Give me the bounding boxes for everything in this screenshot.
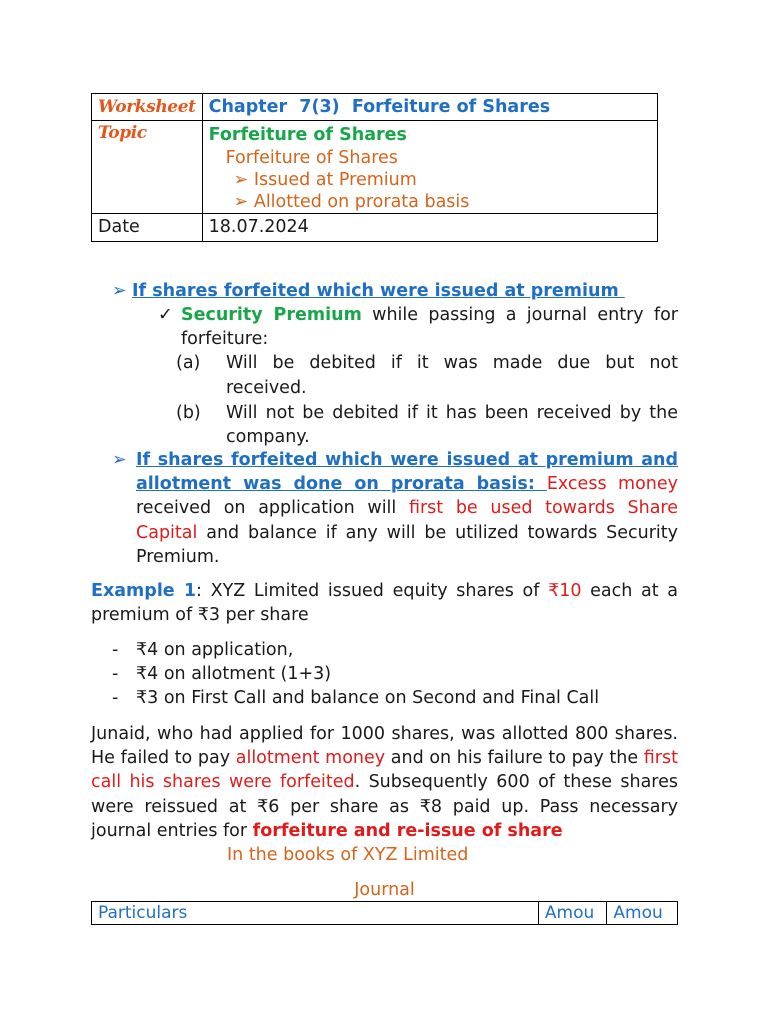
date-value: 18.07.2024	[208, 217, 309, 237]
para-text-b: and on his failure to pay the	[385, 748, 644, 769]
point1-item	[176, 351, 678, 399]
point1-item	[176, 401, 678, 449]
example-intro	[91, 579, 678, 627]
worksheet-header-table	[91, 93, 658, 242]
point2	[112, 448, 678, 569]
arrow-icon: ➢	[233, 170, 254, 190]
list-item	[112, 638, 699, 662]
example-label: Example 1	[91, 581, 197, 601]
point1-check	[158, 303, 678, 351]
item-marker: (a)	[176, 353, 201, 374]
topic-sub: Forfeiture of Shares	[225, 148, 398, 168]
item-text: Will be debited if it was made due but not received.	[226, 353, 678, 398]
topic-bullet-text: Allotted on prorata basis	[253, 192, 470, 212]
para-text-c: . Subsequently 600 of these shares were reissued at ₹6 per share as ₹8 paid up. Pass necessary journal entries for	[91, 772, 678, 841]
journal-col-amount: Amou	[538, 902, 607, 925]
example-amount: ₹10	[548, 581, 582, 601]
dash-marker: -	[112, 664, 119, 685]
point1-check-text: while passing a journal entry for forfeiture:	[181, 305, 678, 350]
arrow-icon: ➢	[233, 192, 254, 212]
para-text-a: Junaid, who had applied for 1000 shares, was allotted 800 shares. He failed to pay	[91, 724, 678, 769]
list-item-text: ₹3 on First Call and balance on Second and Final Call	[136, 688, 600, 709]
point1-check-body	[181, 303, 678, 351]
date-row	[92, 214, 658, 242]
worksheet-label-cell	[92, 94, 203, 121]
journal-header-row	[92, 902, 678, 925]
point2-text2: and balance if any will be utilized towards Security Premium.	[136, 522, 678, 567]
list-item	[112, 662, 699, 686]
example-text1: : XYZ Limited issued equity shares of	[196, 581, 549, 601]
arrow-icon: ➢	[112, 450, 127, 470]
books-note: In the books of XYZ Limited	[227, 845, 469, 865]
chapter-title: Chapter 7(3) Forfeiture of Shares	[208, 97, 551, 117]
arrow-icon: ➢	[112, 281, 127, 301]
list-item	[112, 686, 699, 710]
date-label: Date	[98, 217, 140, 237]
point2-block	[112, 448, 678, 569]
example-text2: each at a premium of ₹3 per share	[91, 581, 678, 626]
point1-heading: If shares forfeited which were issued at premium	[132, 281, 625, 301]
para-red-1: allotment money	[235, 748, 386, 769]
topic-bullet	[209, 169, 651, 191]
point1-heading-line	[112, 279, 678, 303]
date-label-cell	[92, 214, 203, 242]
point2-heading: If shares forfeited which were issued at premium and allotment was done on prorata basis:	[136, 450, 678, 495]
para-red-2: first call his shares were forfeited	[91, 748, 678, 793]
item-text: Will not be debited if it has been received by the company.	[226, 402, 678, 448]
dash-marker: -	[112, 688, 119, 709]
topic-bullet	[209, 191, 651, 213]
topic-label-cell	[92, 121, 203, 214]
point1	[112, 279, 678, 449]
security-premium-label: Security Premium	[181, 305, 362, 325]
point2-text1: received on application will	[136, 498, 409, 519]
journal-col-amount: Amou	[607, 902, 678, 925]
date-cell	[202, 214, 657, 242]
chapter-row	[92, 94, 658, 121]
payment-schedule-list	[112, 638, 699, 711]
journal-table	[91, 901, 678, 925]
para-red-bold: forfeiture and re-issue of share	[252, 820, 563, 841]
chapter-cell	[202, 94, 657, 121]
topic-row	[92, 121, 658, 214]
list-item-text: ₹4 on allotment (1+3)	[136, 664, 332, 685]
check-icon: ✓	[158, 305, 173, 325]
topic-label: Topic	[98, 123, 147, 143]
point2-red2: first be used towards Share Capital	[136, 498, 678, 543]
worksheet-label: Worksheet	[98, 97, 196, 117]
topic-main: Forfeiture of Shares	[208, 125, 407, 145]
journal-col-particulars: Particulars	[92, 902, 539, 925]
point2-red1: Excess money	[546, 474, 678, 495]
journal-title: Journal	[354, 880, 415, 900]
dash-marker: -	[112, 640, 119, 660]
example-paragraph	[91, 722, 678, 843]
list-item-text: ₹4 on application,	[136, 640, 294, 660]
topic-cell	[202, 121, 657, 214]
point2-body	[136, 448, 678, 569]
item-marker: (b)	[176, 402, 201, 423]
topic-bullet-text: Issued at Premium	[253, 170, 417, 190]
